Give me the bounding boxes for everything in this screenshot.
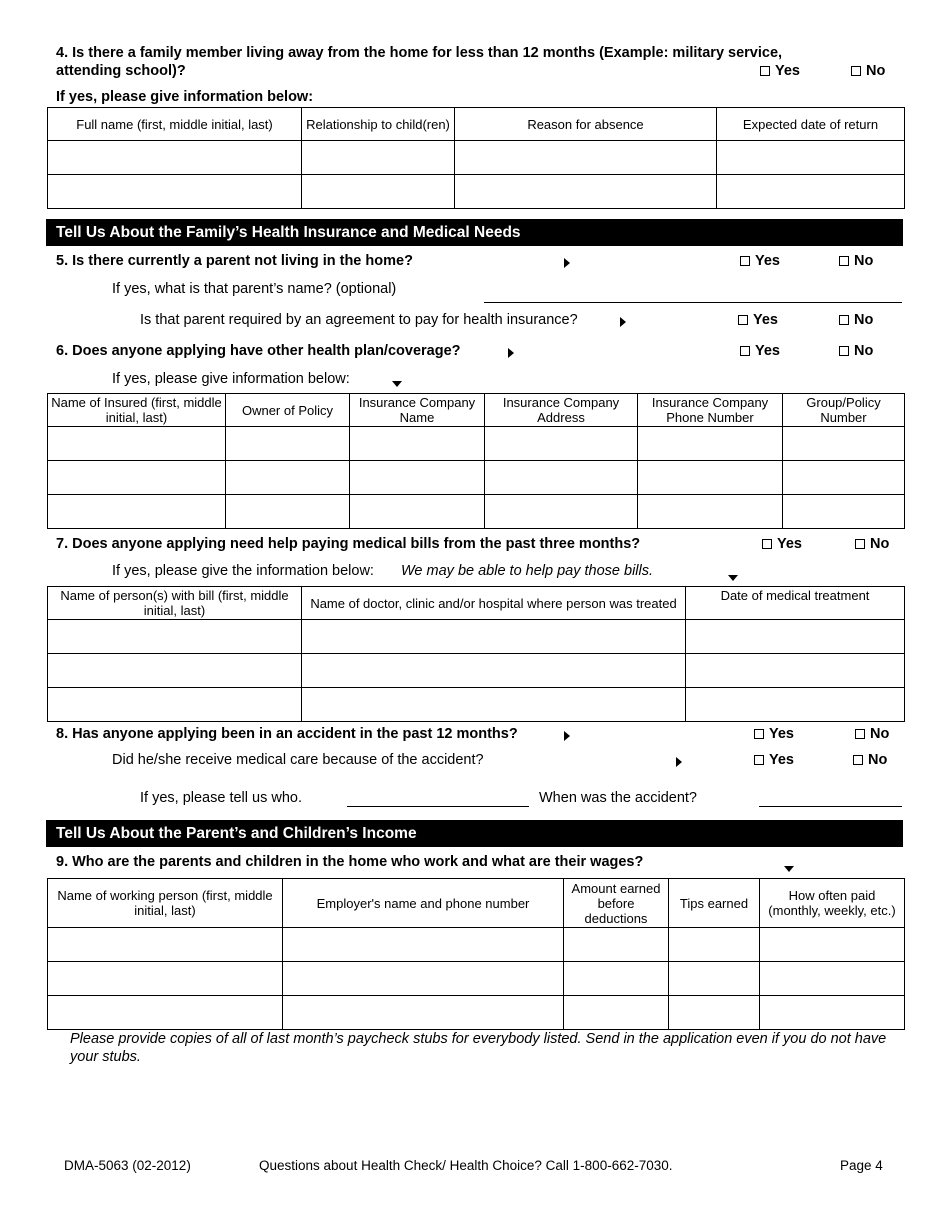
table-header-cell: Employer's name and phone number (283, 879, 564, 928)
arrow-down-icon (728, 569, 738, 585)
table-row (48, 461, 905, 495)
section-header-health: Tell Us About the Family’s Health Insurance and Medical Needs (46, 219, 903, 246)
table-header-cell: Owner of Policy (226, 394, 350, 427)
table-header-cell: Expected date of return (717, 108, 905, 141)
table-row (48, 175, 905, 209)
table-input-cell[interactable] (638, 427, 783, 461)
q7-question: 7. Does anyone applying need help paying medical bills from the past three months? (56, 536, 641, 552)
q6-yes-label: Yes (755, 343, 780, 359)
table-input-cell[interactable] (455, 141, 717, 175)
table-input-cell[interactable] (350, 461, 485, 495)
table-header-cell: Name of Insured (first, middle initial, last) (48, 394, 226, 427)
table-input-cell[interactable] (638, 495, 783, 529)
arrow-down-icon (392, 375, 402, 391)
table-header-cell: Relationship to child(ren) (302, 108, 455, 141)
table-header-cell: Insurance Company Name (350, 394, 485, 427)
table-input-cell[interactable] (783, 461, 905, 495)
arrow-right-icon (564, 256, 570, 272)
checkbox-icon[interactable] (760, 66, 770, 76)
table-input-cell[interactable] (350, 495, 485, 529)
section-header-income: Tell Us About the Parent’s and Children’s Income (46, 820, 903, 847)
table-input-cell[interactable] (48, 141, 302, 175)
table-row (48, 688, 905, 722)
table-input-cell[interactable] (302, 141, 455, 175)
q4-yes-option[interactable] (760, 63, 800, 79)
q8-care-no-option[interactable] (853, 752, 887, 768)
q5-agreement-no-label: No (854, 312, 874, 328)
table-input-cell[interactable] (48, 962, 283, 996)
q8-who-field[interactable] (347, 806, 529, 807)
q5-agreement-no-option[interactable] (839, 312, 873, 328)
checkbox-icon[interactable] (738, 315, 748, 325)
q8-care-no-label: No (868, 752, 888, 768)
table-input-cell[interactable] (485, 461, 638, 495)
table-header-cell: Full name (first, middle initial, last) (48, 108, 302, 141)
q4-yes-label: Yes (775, 63, 800, 79)
q8-care-yes-option[interactable] (754, 752, 794, 768)
table-input-cell[interactable] (48, 461, 226, 495)
table-input-cell[interactable] (302, 175, 455, 209)
table-input-cell[interactable] (48, 928, 283, 962)
q8-yes-label: Yes (769, 726, 794, 742)
q8-question: 8. Has anyone applying been in an accident in the past 12 months? (56, 726, 518, 742)
checkbox-icon[interactable] (851, 66, 861, 76)
table-input-cell[interactable] (669, 962, 760, 996)
q7-no-option[interactable] (855, 536, 889, 552)
q5-question: 5. Is there currently a parent not living in the home? (56, 253, 413, 269)
q8-care-yes-label: Yes (769, 752, 794, 768)
q7-prompt-note: We may be able to help pay those bills. (401, 563, 654, 579)
table-input-cell[interactable] (48, 620, 302, 654)
table-input-cell[interactable] (302, 654, 686, 688)
q9-paystub-note: Please provide copies of all of last month’s paycheck stubs for everybody listed. Send in the application even if you do not have your stubs. (70, 1031, 887, 1065)
table-input-cell[interactable] (455, 175, 717, 209)
checkbox-icon[interactable] (740, 256, 750, 266)
table-input-cell[interactable] (302, 688, 686, 722)
arrow-right-icon (676, 755, 682, 771)
table-row (48, 427, 905, 461)
table-header-cell: Name of person(s) with bill (first, middle initial, last) (48, 587, 302, 620)
q8-when-field[interactable] (759, 806, 902, 807)
footer-form-id: DMA-5063 (02-2012) (64, 1158, 191, 1173)
q5-parent-name-prompt: If yes, what is that parent’s name? (optional) (112, 281, 397, 297)
checkbox-icon[interactable] (839, 346, 849, 356)
q5-no-label: No (854, 253, 874, 269)
q7-yes-option[interactable] (762, 536, 802, 552)
q9-income-table (47, 878, 905, 1030)
checkbox-icon[interactable] (839, 256, 849, 266)
table-header-cell: Name of doctor, clinic and/or hospital where person was treated (302, 587, 686, 620)
table-input-cell[interactable] (760, 928, 905, 962)
table-header-row (48, 879, 905, 928)
table-row (48, 141, 905, 175)
table-input-cell[interactable] (638, 461, 783, 495)
q7-no-label: No (870, 536, 890, 552)
table-header-cell: Reason for absence (455, 108, 717, 141)
table-row (48, 962, 905, 996)
q4-absent-member-table (47, 107, 905, 209)
q6-coverage-table (47, 393, 905, 529)
table-header-cell: Tips earned (669, 879, 760, 928)
table-input-cell[interactable] (226, 427, 350, 461)
checkbox-icon[interactable] (855, 539, 865, 549)
q5-yes-option[interactable] (740, 253, 780, 269)
checkbox-icon[interactable] (762, 539, 772, 549)
q8-no-option[interactable] (855, 726, 889, 742)
q4-question-line1: 4. Is there a family member living away from the home for less than 12 months (Example: military service, (56, 45, 783, 61)
q6-question: 6. Does anyone applying have other health plan/coverage? (56, 343, 461, 359)
table-input-cell[interactable] (564, 962, 669, 996)
q5-no-option[interactable] (839, 253, 873, 269)
table-row (48, 620, 905, 654)
table-input-cell[interactable] (226, 495, 350, 529)
q5-agreement-yes-label: Yes (753, 312, 778, 328)
table-header-row (48, 108, 905, 141)
table-input-cell[interactable] (760, 962, 905, 996)
table-input-cell[interactable] (302, 620, 686, 654)
q6-no-label: No (854, 343, 874, 359)
table-input-cell[interactable] (48, 175, 302, 209)
q8-no-label: No (870, 726, 890, 742)
table-header-row (48, 587, 905, 620)
table-input-cell[interactable] (686, 654, 905, 688)
q5-yes-label: Yes (755, 253, 780, 269)
q6-prompt: If yes, please give information below: (112, 371, 350, 387)
q4-question-line2: attending school)? (56, 63, 186, 79)
q7-yes-label: Yes (777, 536, 802, 552)
table-input-cell[interactable] (48, 688, 302, 722)
table-input-cell[interactable] (564, 996, 669, 1030)
table-row (48, 654, 905, 688)
arrow-down-icon (784, 860, 794, 876)
table-input-cell[interactable] (783, 427, 905, 461)
table-input-cell[interactable] (48, 427, 226, 461)
table-row (48, 928, 905, 962)
table-input-cell[interactable] (48, 654, 302, 688)
q8-medical-care-prompt: Did he/she receive medical care because of the accident? (112, 752, 484, 768)
table-header-cell: Date of medical treatment (686, 587, 905, 620)
table-input-cell[interactable] (564, 928, 669, 962)
checkbox-icon[interactable] (754, 729, 764, 739)
table-row (48, 996, 905, 1030)
footer-help-text: Questions about Health Check/ Health Choice? Call 1-800-662-7030. (259, 1158, 673, 1173)
table-input-cell[interactable] (485, 495, 638, 529)
arrow-right-icon (508, 346, 514, 362)
table-input-cell[interactable] (686, 688, 905, 722)
table-header-cell: How often paid (monthly, weekly, etc.) (760, 879, 905, 928)
table-header-cell: Insurance Company Address (485, 394, 638, 427)
checkbox-icon[interactable] (853, 755, 863, 765)
table-input-cell[interactable] (283, 996, 564, 1030)
checkbox-icon[interactable] (839, 315, 849, 325)
table-header-cell: Name of working person (first, middle initial, last) (48, 879, 283, 928)
q5-agreement-yes-option[interactable] (738, 312, 778, 328)
table-input-cell[interactable] (283, 928, 564, 962)
q8-when-label: When was the accident? (539, 790, 697, 806)
table-header-cell: Group/Policy Number (783, 394, 905, 427)
q6-yes-option[interactable] (740, 343, 780, 359)
table-header-cell: Amount earned before deductions (564, 879, 669, 928)
q8-yes-option[interactable] (754, 726, 794, 742)
q5-insurance-agreement-prompt: Is that parent required by an agreement to pay for health insurance? (140, 312, 578, 328)
q4-prompt: If yes, please give information below: (56, 89, 314, 105)
q9-question: 9. Who are the parents and children in the home who work and what are their wages? (56, 854, 644, 870)
table-input-cell[interactable] (717, 141, 905, 175)
table-input-cell[interactable] (485, 427, 638, 461)
table-header-cell: Insurance Company Phone Number (638, 394, 783, 427)
table-header-row (48, 394, 905, 427)
table-input-cell[interactable] (48, 996, 283, 1030)
table-input-cell[interactable] (760, 996, 905, 1030)
checkbox-icon[interactable] (855, 729, 865, 739)
checkbox-icon[interactable] (740, 346, 750, 356)
arrow-right-icon (620, 315, 626, 331)
table-row (48, 495, 905, 529)
table-input-cell[interactable] (783, 495, 905, 529)
table-input-cell[interactable] (226, 461, 350, 495)
q5-parent-name-field[interactable] (484, 302, 902, 303)
checkbox-icon[interactable] (754, 755, 764, 765)
table-input-cell[interactable] (350, 427, 485, 461)
arrow-right-icon (564, 729, 570, 745)
q8-who-label: If yes, please tell us who. (140, 790, 302, 806)
table-input-cell[interactable] (669, 996, 760, 1030)
q4-no-label: No (866, 63, 886, 79)
table-input-cell[interactable] (717, 175, 905, 209)
q7-medical-bills-table (47, 586, 905, 722)
q4-no-option[interactable] (851, 63, 885, 79)
table-input-cell[interactable] (48, 495, 226, 529)
table-input-cell[interactable] (686, 620, 905, 654)
q7-prompt: If yes, please give the information below: (112, 563, 374, 579)
footer-page-number: Page 4 (840, 1158, 883, 1173)
table-input-cell[interactable] (283, 962, 564, 996)
table-input-cell[interactable] (669, 928, 760, 962)
q6-no-option[interactable] (839, 343, 873, 359)
